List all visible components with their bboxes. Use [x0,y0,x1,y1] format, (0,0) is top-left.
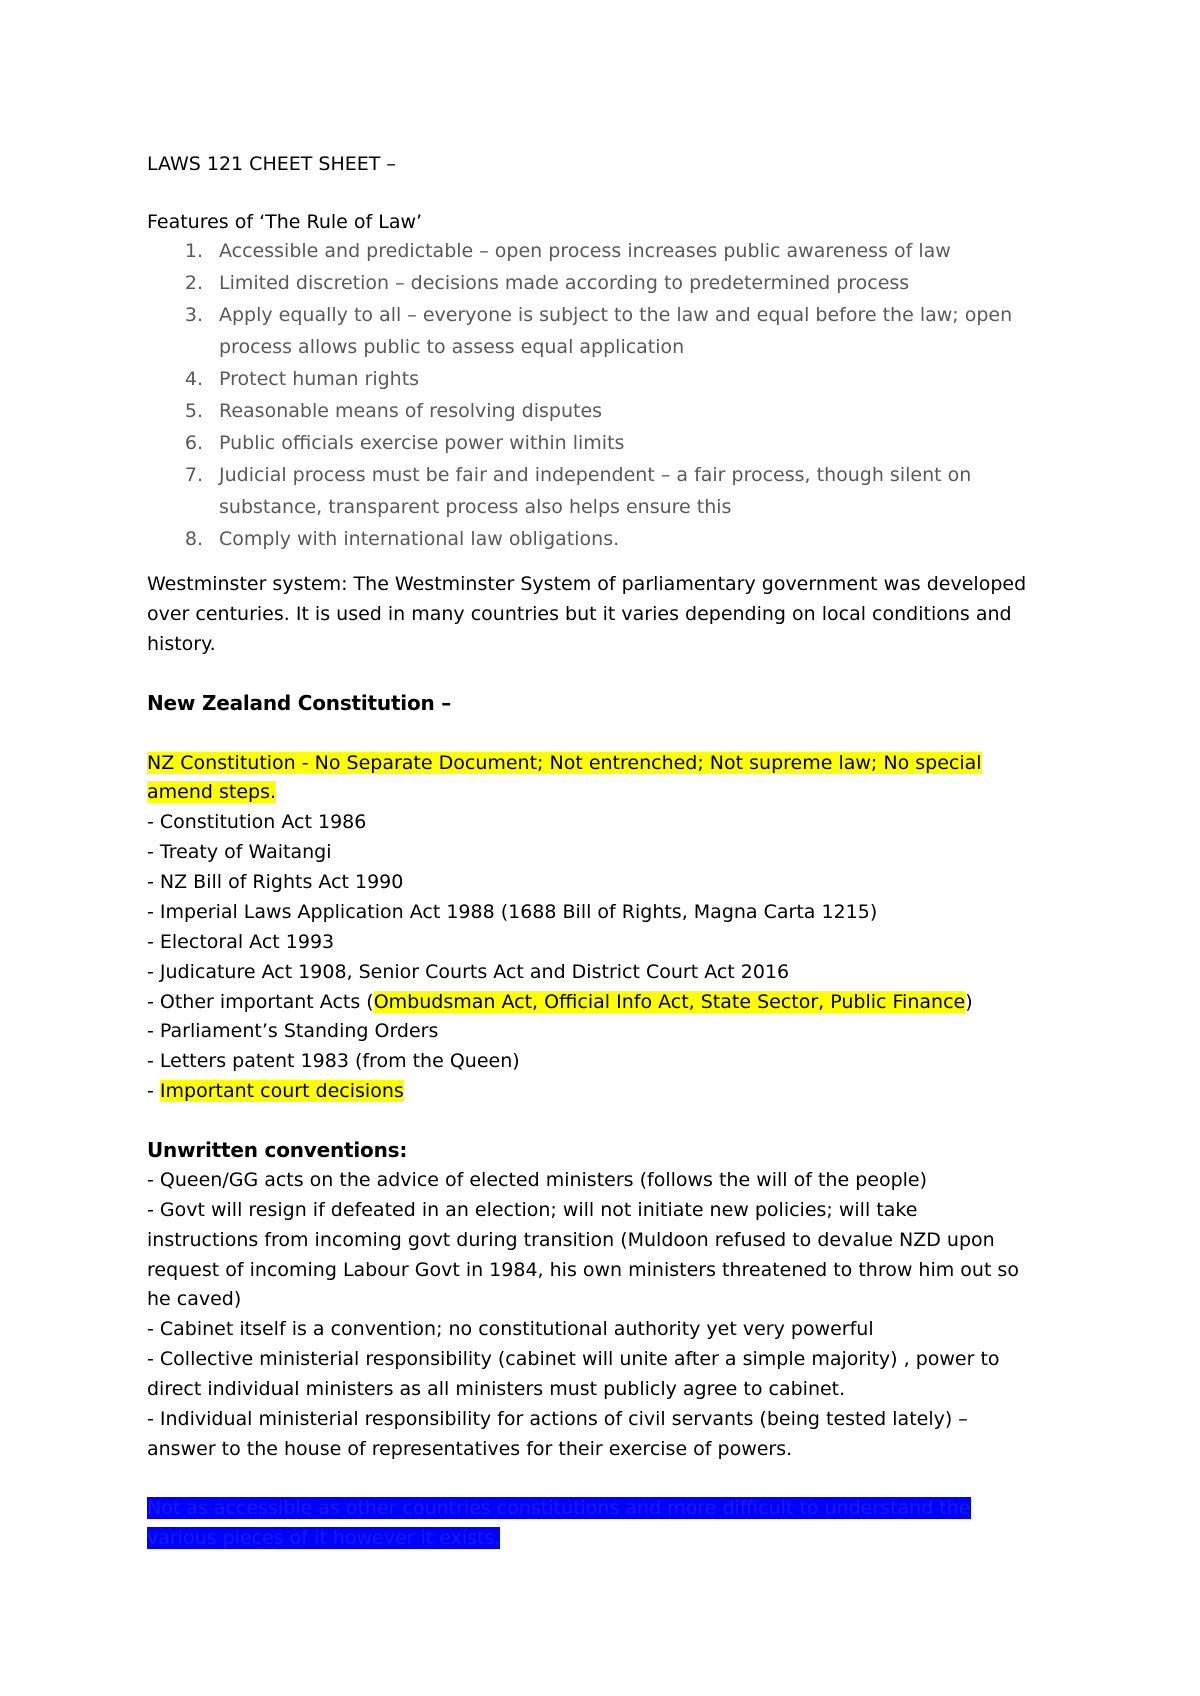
list-number: 8. [184,528,203,550]
paragraph-line [147,778,276,806]
paragraph-line: - Collective ministerial responsibility (cabinet will unite after a simple majority) , power to [147,1348,1000,1370]
paragraph-line [147,1524,500,1552]
list-item-text: ) [965,991,973,1013]
document-title: LAWS 121 CHEET SHEET – [147,153,396,175]
list-item-text: process allows public to assess equal application [219,336,685,358]
list-item [147,1077,404,1105]
highlighted-text: Important court decisions [159,1080,404,1102]
list-number: 5. [184,400,203,422]
list-item-text: - Other important Acts ( [147,991,374,1013]
paragraph-line: instructions from incoming govt during transition (Muldoon refused to devalue NZD upon [147,1229,995,1251]
list-item: - Electoral Act 1993 [147,931,335,953]
list-item-text: Reasonable means of resolving disputes [219,400,603,422]
paragraph-line: answer to the house of representatives for their exercise of powers. [147,1438,793,1460]
list-item: - NZ Bill of Rights Act 1990 [147,871,404,893]
paragraph-line: over centuries. It is used in many countries but it varies depending on local conditions and [147,603,1012,625]
list-item: - Letters patent 1983 (from the Queen) [147,1050,520,1072]
list-item-text: Protect human rights [219,368,420,390]
paragraph-line: direct individual ministers as all ministers must publicly agree to cabinet. [147,1378,846,1400]
highlighted-text: Ombudsman Act, Official Info Act, State Sector, Public Finance [373,991,966,1013]
list-number: 4. [184,368,203,390]
paragraph-line: - Queen/GG acts on the advice of elected ministers (follows the will of the people) [147,1169,928,1191]
list-item-text: substance, transparent process also helps ensure this [219,496,732,518]
highlighted-text: amend steps. [147,781,277,803]
rule-of-law-heading: Features of ‘The Rule of Law’ [147,211,423,233]
list-item-text: Limited discretion – decisions made according to predetermined process [219,272,910,294]
paragraph-line: request of incoming Labour Govt in 1984, his own ministers threatened to throw him out so [147,1259,1019,1281]
paragraph-line: - Individual ministerial responsibility for actions of civil servants (being tested lately) – [147,1408,968,1430]
list-item-text: Comply with international law obligations. [219,528,620,550]
paragraph-line: he caved) [147,1288,242,1310]
paragraph-line: - Cabinet itself is a convention; no constitutional authority yet very powerful [147,1318,874,1340]
paragraph-line: - Govt will resign if defeated in an election; will not initiate new policies; will take [147,1199,918,1221]
list-number: 1. [184,240,203,262]
list-number: 2. [184,272,203,294]
list-item: - Imperial Laws Application Act 1988 (1688 Bill of Rights, Magna Carta 1215) [147,901,878,923]
list-number: 3. [184,304,203,326]
paragraph-line: Westminster system: The Westminster System of parliamentary government was developed [147,573,1027,595]
list-item: - Judicature Act 1908, Senior Courts Act and District Court Act 2016 [147,961,790,983]
highlighted-text: NZ Constitution - No Separate Document; Not entrenched; Not supreme law; No special [147,752,982,774]
list-item: - Treaty of Waitangi [147,841,332,863]
list-item: - Parliament’s Standing Orders [147,1020,439,1042]
list-item-text: Accessible and predictable – open process increases public awareness of law [219,240,951,262]
highlighted-text: various pieces of it however it exists. [147,1527,501,1549]
list-item-text: Judicial process must be fair and independent – a fair process, though silent on [219,464,972,486]
list-item: - Constitution Act 1986 [147,811,367,833]
paragraph-line: history. [147,633,216,655]
list-number: 7. [184,464,203,486]
list-item [147,988,973,1016]
paragraph-line [147,1494,971,1522]
nz-constitution-heading: New Zealand Constitution – [147,691,452,715]
list-item-text: Apply equally to all – everyone is subject to the law and equal before the law; open [219,304,1013,326]
unwritten-conventions-heading: Unwritten conventions: [147,1138,408,1162]
list-number: 6. [184,432,203,454]
list-item-text: Public officials exercise power within limits [219,432,625,454]
paragraph-line [147,749,982,777]
list-item-text: - [147,1080,160,1102]
highlighted-text: Not as accessible as other countries constitutions and more difficult to understand the [147,1497,971,1519]
